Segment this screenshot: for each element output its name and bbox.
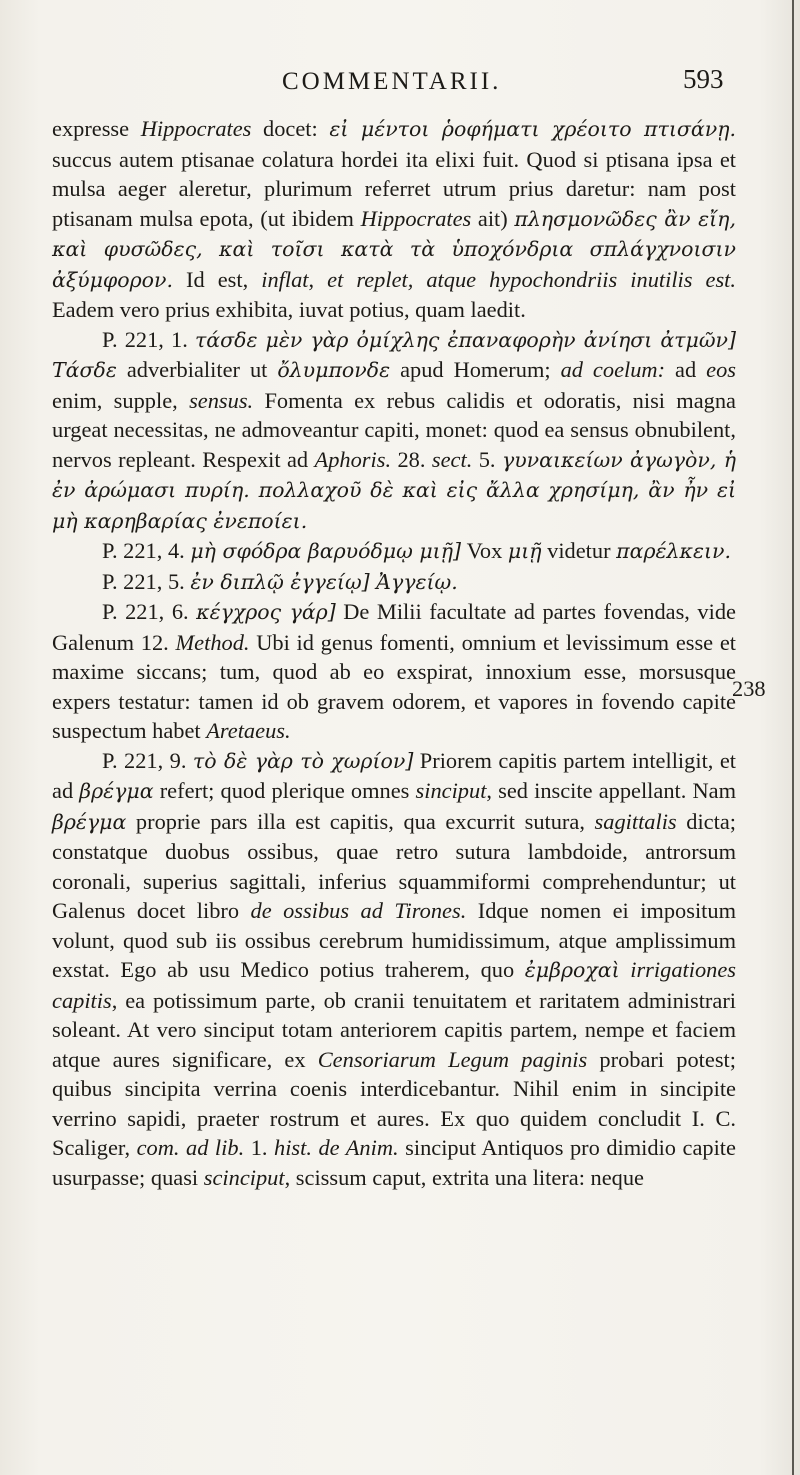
greek-quotation: ἐμβροχαὶ xyxy=(524,958,620,982)
italic-text: de ossibus ad Tirones. xyxy=(250,898,467,923)
italic-text: irrigationes capitis xyxy=(52,957,736,1013)
greek-quotation: κέγχρος γάρ] xyxy=(196,600,336,624)
page-number: 593 xyxy=(683,64,724,94)
margin-page-reference: 238 xyxy=(732,676,766,701)
italic-text: com. ad lib. xyxy=(136,1135,245,1160)
paragraph-p2 xyxy=(52,325,736,537)
page-edge-line xyxy=(792,0,794,1475)
paragraph-p3 xyxy=(52,536,736,567)
italic-text: Aretaeus. xyxy=(206,718,291,743)
text-run: Idque nomen ei impositum volunt, quod sub iis ossibus cerebrum humidissimum, atque amplissimum exstat. Ego ab usu Medico potius traherem, quo xyxy=(52,898,736,982)
italic-text: et replet, atque hypochondriis inutilis est. xyxy=(327,266,736,292)
greek-quotation: γυναικείων ἀγωγὸν, ἡ ἐν ἀρώμασι πυρίη. πολλαχοῦ δὲ καὶ εἰς ἄλλα χρησίμη, ἂν ἦν εἰ μὴ καρηβαρίας ἐνεποίει. xyxy=(52,447,736,533)
paragraph-p1 xyxy=(52,114,736,325)
text-run: probari potest; quibus sincipita verrina coenis interdicebantur. Nihil enim in sincipite verrino sapidi, praeter rostrum et aures. Ex quo quidem concludit I. C. Scaliger, xyxy=(52,1046,736,1160)
text-run: P. 221, 6. xyxy=(102,599,197,624)
text-run: refert; quod plerique omnes xyxy=(153,778,416,803)
text-run: ait) xyxy=(471,205,515,231)
italic-text: hist. de Anim. xyxy=(274,1135,399,1160)
text-run: succus autem ptisanae colatura hordei ita elixi fuit. Quod si ptisana ipsa et mulsa aeger aleretur, plurimum referret utrum prius daretur: nam post ptisanam mulsa epota, (ut ibidem xyxy=(52,146,736,231)
greek-quotation: βρέγμα xyxy=(52,809,127,834)
italic-text: ad coelum: xyxy=(560,357,666,382)
text-run: P. 221, 4. xyxy=(102,538,191,563)
text-run: , sed inscite appellant. Nam xyxy=(486,778,737,803)
text-run: adverbialiter ut xyxy=(116,357,278,382)
italic-text: eos xyxy=(706,357,736,382)
italic-text: sagittalis xyxy=(594,808,677,834)
text-run: 5. xyxy=(472,446,502,472)
italic-text: inflat xyxy=(261,266,309,292)
text-run: Ubi id genus fomenti, omnium et levissimum esse et maxime siccans; tum, quod ab eo exspirat, innoxium esse, morsusque expers testatur: tamen id ob gravem odorem, et vapores in fovendo capite suspectum habet xyxy=(52,629,736,743)
text-run: 1. xyxy=(244,1135,275,1160)
running-title: COMMENTARII. xyxy=(282,68,502,95)
greek-quotation: πλησμονῶδες ἂν εἴη, καὶ φυσῶδες, καὶ τοῖσι κατὰ τὰ ὑποχόνδρια σπλάγχνοισιν ἀξύμφορον. xyxy=(52,206,736,292)
paragraph-p6 xyxy=(52,746,736,1193)
greek-quotation: ὄλυμπονδε xyxy=(277,358,391,382)
greek-quotation: εἰ μέντοι ῥοφήματι χρέοιτο πτισάνῃ. xyxy=(329,117,737,141)
text-run: , xyxy=(308,266,328,292)
text-run: De Milii facultate ad partes fovendas, vide Galenum 12. xyxy=(52,599,736,655)
text-run: docet: xyxy=(251,116,330,141)
italic-text: sinciput xyxy=(415,778,487,803)
text-run: Vox xyxy=(461,538,508,563)
greek-quotation: τάσδε μὲν γὰρ ὀμίχλης ἐπαναφορὴν ἀνίησι ἀτμῶν] xyxy=(194,327,737,352)
text-run: P. 221, 5. xyxy=(102,568,191,594)
text-run: videtur xyxy=(541,538,617,563)
italic-text: sensus. xyxy=(189,387,254,413)
text-run: expresse xyxy=(52,116,141,141)
paragraph-p4 xyxy=(52,567,736,598)
italic-text: Aphoris. xyxy=(314,446,392,472)
greek-quotation: μιῇ xyxy=(507,539,542,563)
text-run: Id est, xyxy=(173,266,262,292)
text-run: Eadem vero prius exhibita, iuvat potius, quam laedit. xyxy=(52,297,526,322)
text-run: proprie pars illa est capitis, qua excurrit sutura, xyxy=(126,808,595,834)
greek-quotation: Τάσδε xyxy=(52,358,117,382)
text-run: , scissum caput, extrita una litera: neque xyxy=(284,1164,644,1190)
greek-quotation: βρέγμα xyxy=(79,779,154,803)
commentary-body xyxy=(52,114,736,1192)
text-run: , ea potissimum parte, ob cranii tenuitatem et raritatem administrari soleant. At vero sinciput totam anteriorem capitis partem, nempe et faciem atque aures significare, ex xyxy=(52,987,736,1072)
greek-quotation: τὸ δὲ γὰρ τὸ χωρίον] xyxy=(192,748,414,773)
text-run: P. 221, 1. xyxy=(102,326,195,352)
text-run: apud Homerum; xyxy=(390,357,561,382)
text-run: dicta; constatque duobus ossibus, quae retro sutura lambdoide, antrorsum coronali, superius sagittali, inferius squammiformi comprehenduntur; ut Galenus docet libro xyxy=(52,808,736,923)
text-run xyxy=(620,957,631,982)
text-run: Fomenta ex rebus calidis et odoratis, nisi magna urgeat necessitas, ne admoveantur capiti, monet: quod ea sensus obnubilent, nervos repleant. Respexit ad xyxy=(52,387,736,472)
text-run: sinciput Antiquos pro dimidio capite usurpasse; quasi xyxy=(52,1135,736,1190)
paragraph-p5 xyxy=(52,597,736,746)
greek-quotation: μὴ σφόδρα βαρυόδμῳ μιῇ] xyxy=(190,539,461,563)
italic-text: Censoriarum Legum paginis xyxy=(317,1046,588,1072)
italic-text: Hippocrates xyxy=(360,205,472,231)
text-run: ad xyxy=(665,357,707,382)
greek-quotation: ἐν διπλῷ ἐγγείῳ] Ἀγγείῳ. xyxy=(190,569,458,594)
italic-text: Hippocrates xyxy=(140,116,252,141)
greek-quotation: παρέλκειν. xyxy=(616,539,731,563)
text-run: P. 221, 9. xyxy=(102,747,193,773)
text-run: enim, supple, xyxy=(52,387,190,413)
italic-text: sect. xyxy=(431,446,473,472)
text-run: 28. xyxy=(391,446,432,472)
text-run: Priorem capitis partem intelligit, et ad xyxy=(52,747,736,803)
italic-text: scinciput xyxy=(203,1164,285,1190)
italic-text: Method. xyxy=(175,629,250,655)
running-head xyxy=(0,62,800,102)
